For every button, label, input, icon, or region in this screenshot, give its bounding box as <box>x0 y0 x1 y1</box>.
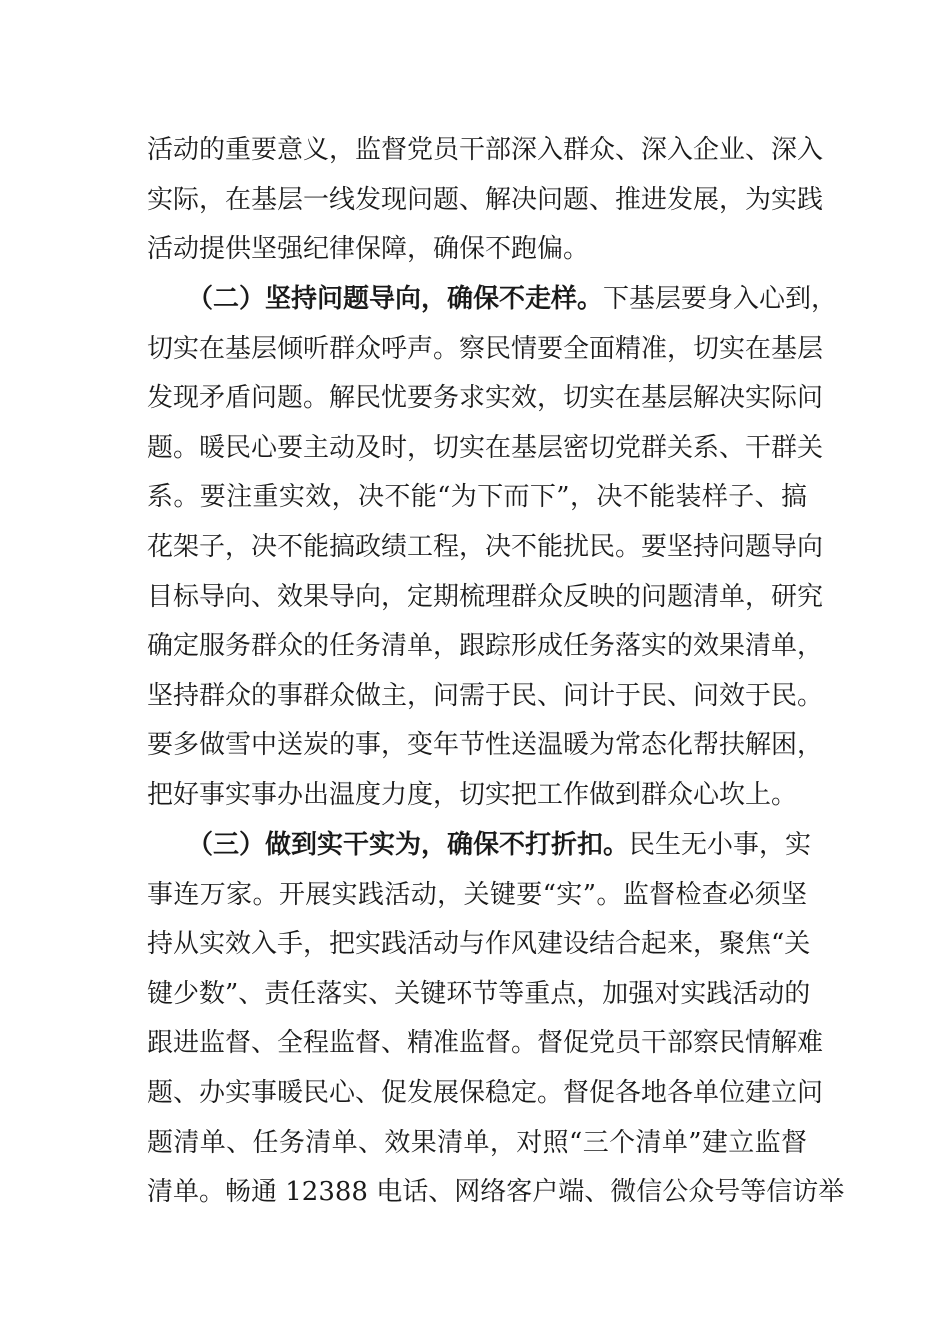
paragraph-3 <box>147 821 845 1218</box>
text-line: 持从实效入手，把实践活动与作风建设结合起来，聚焦“关 <box>147 929 811 960</box>
section-heading: （二）坚持问题导向，确保不走样。 <box>187 284 604 314</box>
text-line: 题、办实事暖民心、促发展保稳定。督促各地各单位建立问 <box>147 1077 824 1108</box>
text-line: 发现矛盾问题。解民忧要务求实效，切实在基层解决实际问 <box>147 383 824 414</box>
text-line: 清单。畅通 12388 电话、网络客户端、微信公众号等信访举 <box>147 1177 845 1208</box>
text-line: 目标导向、效果导向，定期梳理群众反映的问题清单，研究 <box>147 581 824 612</box>
text-line: 确定服务群众的任务清单，跟踪形成任务落实的效果清单， <box>147 631 824 662</box>
paragraph-2 <box>147 275 838 821</box>
text-line: 题。暖民心要主动及时，切实在基层密切党群关系、干群关 <box>147 432 824 463</box>
text-line: 题清单、任务清单、效果清单，对照“三个清单”建立监督 <box>147 1127 807 1158</box>
text-line: 实际，在基层一线发现问题、解决问题、推进发展，为实践 <box>147 184 824 215</box>
text-line: 系。要注重实效，决不能“为下而下”，决不能装样子、搞 <box>147 482 807 513</box>
text-line: 把好事实事办出温度力度，切实把工作做到群众心坎上。 <box>147 779 798 810</box>
text-line: 活动的重要意义，监督党员干部深入群众、深入企业、深入 <box>147 135 824 165</box>
text-line: 活动提供坚强纪律保障，确保不跑偏。 <box>147 234 590 265</box>
text-line: 键少数”、责任落实、关键环节等重点，加强对实践活动的 <box>147 978 811 1009</box>
text-line: 花架子，决不能搞政绩工程，决不能扰民。要坚持问题导向 <box>147 531 824 562</box>
heading-continuation: 民生无小事，实 <box>629 830 812 860</box>
section-heading: （三）做到实干实为，确保不打折扣。 <box>187 830 630 860</box>
heading-continuation: 下基层要身入心到， <box>603 284 838 314</box>
text-line <box>147 821 812 871</box>
text-line <box>147 275 838 325</box>
text-line: 坚持群众的事群众做主，问需于民、问计于民、问效于民。 <box>147 680 824 711</box>
text-line: 事连万家。开展实践活动，关键要“实”。监督检查必须坚 <box>147 879 807 910</box>
paragraph-1 <box>147 126 824 275</box>
text-line: 跟进监督、全程监督、精准监督。督促党员干部察民情解难 <box>147 1028 824 1059</box>
text-line: 切实在基层倾听群众呼声。察民情要全面精准，切实在基层 <box>147 333 824 364</box>
text-line: 要多做雪中送炭的事，变年节性送温暖为常态化帮扶解困， <box>147 730 824 761</box>
